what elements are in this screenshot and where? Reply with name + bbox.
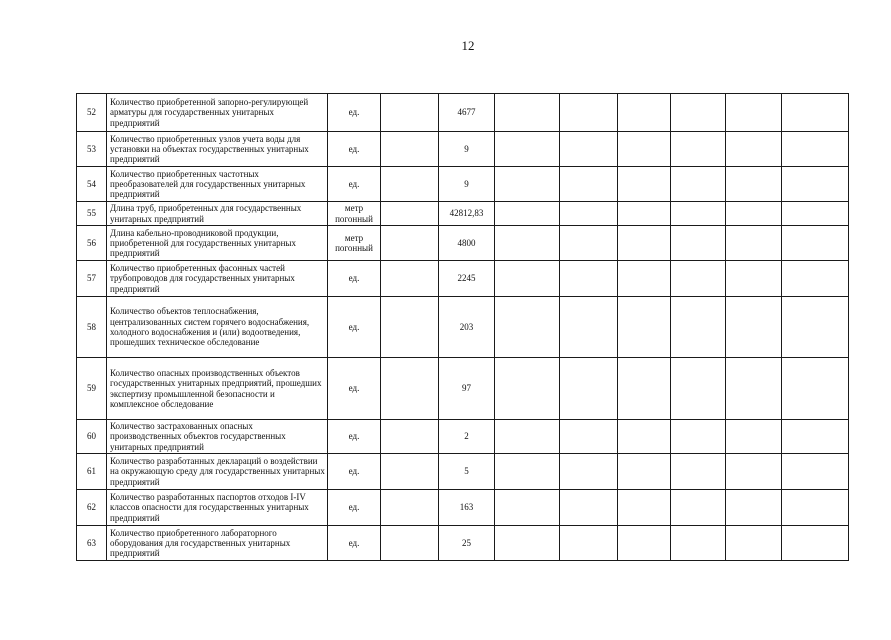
indicator-name: Длина труб, приобретенных для государственных унитарных предприятий <box>107 202 328 226</box>
indicator-name: Количество разработанных паспортов отходов I-IV классов опасности для государственных унитарных предприятий <box>107 490 328 526</box>
empty-cell <box>671 167 726 202</box>
indicator-value: 203 <box>439 297 495 358</box>
indicator-value: 5 <box>439 454 495 490</box>
unit-of-measure: ед. <box>328 420 381 454</box>
indicator-value: 9 <box>439 167 495 202</box>
empty-cell <box>782 167 849 202</box>
row-number: 53 <box>77 132 107 167</box>
table-row <box>77 454 849 490</box>
empty-cell <box>782 490 849 526</box>
row-number: 61 <box>77 454 107 490</box>
empty-cell <box>782 94 849 132</box>
empty-cell <box>495 490 560 526</box>
empty-cell <box>671 297 726 358</box>
empty-cell <box>495 167 560 202</box>
unit-of-measure: метр погонный <box>328 226 381 261</box>
empty-cell <box>495 420 560 454</box>
empty-cell <box>495 358 560 420</box>
unit-of-measure: ед. <box>328 261 381 297</box>
row-number: 58 <box>77 297 107 358</box>
empty-cell <box>618 167 671 202</box>
row-number: 62 <box>77 490 107 526</box>
empty-cell <box>618 358 671 420</box>
indicator-name: Количество опасных производственных объектов государственных унитарных предприятий, прошедших экспертизу промышленной безопасности и комплексное обследование <box>107 358 328 420</box>
empty-cell <box>495 226 560 261</box>
empty-cell <box>381 226 439 261</box>
row-number: 54 <box>77 167 107 202</box>
empty-cell <box>618 261 671 297</box>
empty-cell <box>618 526 671 561</box>
empty-cell <box>618 132 671 167</box>
table-row <box>77 94 849 132</box>
empty-cell <box>782 261 849 297</box>
empty-cell <box>782 202 849 226</box>
empty-cell <box>560 420 618 454</box>
empty-cell <box>726 526 782 561</box>
indicator-name: Количество приобретенных узлов учета воды для установки на объектах государственных унитарных предприятий <box>107 132 328 167</box>
empty-cell <box>671 202 726 226</box>
empty-cell <box>560 202 618 226</box>
empty-cell <box>782 526 849 561</box>
indicator-value: 2 <box>439 420 495 454</box>
empty-cell <box>671 490 726 526</box>
empty-cell <box>381 526 439 561</box>
empty-cell <box>495 526 560 561</box>
indicator-value: 9 <box>439 132 495 167</box>
empty-cell <box>618 420 671 454</box>
empty-cell <box>560 167 618 202</box>
unit-of-measure: ед. <box>328 94 381 132</box>
empty-cell <box>381 420 439 454</box>
empty-cell <box>381 490 439 526</box>
table-row <box>77 358 849 420</box>
empty-cell <box>381 132 439 167</box>
empty-cell <box>618 490 671 526</box>
empty-cell <box>618 94 671 132</box>
empty-cell <box>495 94 560 132</box>
indicator-name: Количество застрахованных опасных производственных объектов государственных унитарных предприятий <box>107 420 328 454</box>
empty-cell <box>726 261 782 297</box>
empty-cell <box>726 297 782 358</box>
table-row <box>77 226 849 261</box>
empty-cell <box>560 297 618 358</box>
row-number: 57 <box>77 261 107 297</box>
empty-cell <box>381 202 439 226</box>
empty-cell <box>560 490 618 526</box>
empty-cell <box>618 226 671 261</box>
row-number: 63 <box>77 526 107 561</box>
indicator-value: 4800 <box>439 226 495 261</box>
table-row <box>77 526 849 561</box>
unit-of-measure: ед. <box>328 167 381 202</box>
empty-cell <box>782 132 849 167</box>
indicators-table <box>76 93 849 561</box>
empty-cell <box>726 226 782 261</box>
table-row <box>77 261 849 297</box>
empty-cell <box>495 202 560 226</box>
row-number: 55 <box>77 202 107 226</box>
page-number: 12 <box>461 38 475 53</box>
indicator-value: 163 <box>439 490 495 526</box>
row-number: 52 <box>77 94 107 132</box>
table-row <box>77 167 849 202</box>
empty-cell <box>381 297 439 358</box>
empty-cell <box>618 454 671 490</box>
empty-cell <box>782 420 849 454</box>
empty-cell <box>495 261 560 297</box>
table-row <box>77 132 849 167</box>
table-row <box>77 202 849 226</box>
indicators-table-body <box>77 94 849 561</box>
unit-of-measure: ед. <box>328 358 381 420</box>
indicator-name: Количество разработанных деклараций о воздействии на окружающую среду для государственных унитарных предприятий <box>107 454 328 490</box>
empty-cell <box>726 94 782 132</box>
indicator-name: Количество приобретенных частотных преобразователей для государственных унитарных предприятий <box>107 167 328 202</box>
empty-cell <box>560 526 618 561</box>
empty-cell <box>782 226 849 261</box>
empty-cell <box>618 202 671 226</box>
empty-cell <box>560 226 618 261</box>
unit-of-measure: ед. <box>328 132 381 167</box>
indicator-value: 25 <box>439 526 495 561</box>
unit-of-measure: ед. <box>328 454 381 490</box>
empty-cell <box>560 454 618 490</box>
indicator-name: Количество объектов теплоснабжения, централизованных систем горячего водоснабжения, холодного водоснабжения и (или) водоотведения, прошедших техническое обследование <box>107 297 328 358</box>
empty-cell <box>381 358 439 420</box>
indicator-value: 2245 <box>439 261 495 297</box>
empty-cell <box>671 526 726 561</box>
empty-cell <box>726 167 782 202</box>
empty-cell <box>381 261 439 297</box>
empty-cell <box>671 261 726 297</box>
table-row <box>77 420 849 454</box>
row-number: 60 <box>77 420 107 454</box>
empty-cell <box>782 358 849 420</box>
indicator-name: Количество приобретенных фасонных частей трубопроводов для государственных унитарных предприятий <box>107 261 328 297</box>
empty-cell <box>381 454 439 490</box>
unit-of-measure: ед. <box>328 490 381 526</box>
empty-cell <box>726 358 782 420</box>
indicator-value: 4677 <box>439 94 495 132</box>
empty-cell <box>381 167 439 202</box>
empty-cell <box>782 454 849 490</box>
indicator-name: Длина кабельно-проводниковой продукции, приобретенной для государственных унитарных предприятий <box>107 226 328 261</box>
unit-of-measure: ед. <box>328 297 381 358</box>
empty-cell <box>495 132 560 167</box>
indicator-name: Количество приобретенного лабораторного оборудования для государственных унитарных предприятий <box>107 526 328 561</box>
empty-cell <box>495 297 560 358</box>
unit-of-measure: ед. <box>328 526 381 561</box>
empty-cell <box>560 358 618 420</box>
table-row <box>77 297 849 358</box>
empty-cell <box>671 358 726 420</box>
empty-cell <box>671 226 726 261</box>
indicator-value: 42812,83 <box>439 202 495 226</box>
empty-cell <box>560 261 618 297</box>
row-number: 56 <box>77 226 107 261</box>
empty-cell <box>381 94 439 132</box>
empty-cell <box>726 420 782 454</box>
empty-cell <box>495 454 560 490</box>
empty-cell <box>726 202 782 226</box>
indicator-name: Количество приобретенной запорно-регулирующей арматуры для государственных унитарных предприятий <box>107 94 328 132</box>
empty-cell <box>782 297 849 358</box>
indicator-value: 97 <box>439 358 495 420</box>
empty-cell <box>671 94 726 132</box>
empty-cell <box>560 94 618 132</box>
empty-cell <box>671 420 726 454</box>
empty-cell <box>671 132 726 167</box>
row-number: 59 <box>77 358 107 420</box>
empty-cell <box>618 297 671 358</box>
empty-cell <box>671 454 726 490</box>
table-row <box>77 490 849 526</box>
empty-cell <box>560 132 618 167</box>
empty-cell <box>726 132 782 167</box>
unit-of-measure: метр погонный <box>328 202 381 226</box>
empty-cell <box>726 454 782 490</box>
empty-cell <box>726 490 782 526</box>
